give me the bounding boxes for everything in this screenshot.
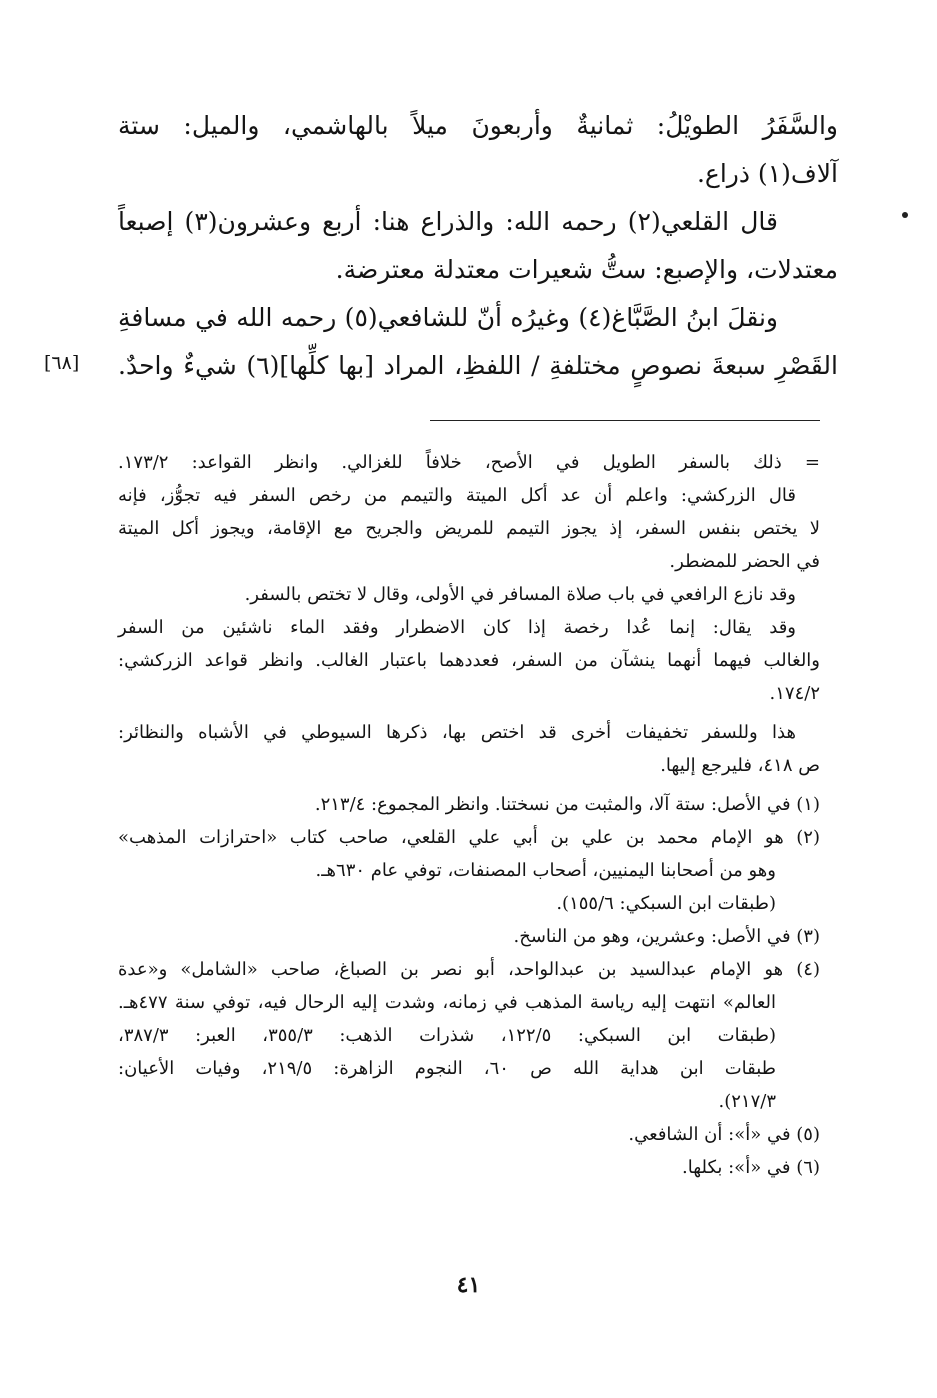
footnote-continuation-line: وقد يقال: إنما عُدا رخصة إذا كان الاضطرار وفقد الماء ناشئين من السفر [118, 617, 796, 638]
footnotes-block [118, 446, 820, 1184]
footnote-continuation-line: لا يختص بنفس السفر، إذ يجوز التيمم للمريض والجريح مع الإقامة، ويجوز أكل الميتة [118, 518, 820, 539]
footnote-continuation-line: = ذلك بالسفر الطويل في الأصح، خلافاً للغزالي. وانظر القواعد: ١٧٣/٢. [118, 452, 820, 473]
footnote-separator-rule [430, 420, 820, 421]
footnote-4: (٤) هو الإمام عبدالسيد بن عبدالواحد، أبو نصر بن الصباغ، صاحب «الشامل» و«عدة [118, 959, 820, 980]
footnote-1: (١) في الأصل: ستة آلا، والمثبت من نسختنا. وانظر المجموع: ٢١٣/٤. [314, 794, 820, 815]
footnote-4-line: طبقات ابن هداية الله ص ٦٠، النجوم الزاهرة: ٢١٩/٥، وفيات الأعيان: [118, 1058, 776, 1079]
main-text-line: ونقلَ ابنُ الصَّبَّاغ(٤) وغيرُه أنّ للشافعي(٥) رحمه الله في مسافةِ [118, 303, 778, 332]
main-text-line: معتدلات، والإصبع: ستُّ شعيرات معتدلة معترضة. [335, 255, 838, 284]
footnote-continuation-line: ص ٤١٨، فليرجع إليها. [660, 755, 820, 776]
footnote-6: (٦) في «أ»: بكلها. [681, 1157, 820, 1178]
footnote-2-line: (طبقات ابن السبكي: ١٥٥/٦). [556, 893, 776, 914]
footnote-continuation-line: قال الزركشي: واعلم أن عد أكل الميتة والتيمم من رخص السفر فيه تجوُّز، فإنه [118, 485, 796, 506]
footnote-4-line: العالم» انتهت إليه رياسة المذهب في زمانه، وشدت إليه الرحال فيه، توفي سنة ٤٧٧هـ. [118, 992, 776, 1013]
main-text-line: آلاف(١) ذراع. [696, 159, 838, 188]
footnote-2: (٢) هو الإمام محمد بن علي بن أبي علي القلعي، صاحب كتاب «احترازات المذهب» [118, 827, 820, 848]
footnote-continuation-line: في الحضر للمضطر. [669, 551, 820, 572]
footnote-4-line: (طبقات ابن السبكي: ١٢٢/٥، شذرات الذهب: ٣٥٥/٣، العبر: ٣٨٧/٣، [118, 1025, 776, 1046]
margin-dot [902, 212, 908, 218]
main-text-block [118, 102, 838, 390]
main-text-line: القَصْرِ سبعةَ نصوصٍ مختلفةِ / اللفظِ، المراد [بها كلِّها](٦) شيءٌ واحدٌ. [118, 351, 838, 380]
footnote-continuation-line: وقد نازع الرافعي في باب صلاة المسافر في الأولى، وقال لا تختص بالسفر. [244, 584, 796, 605]
main-text-line: والسَّفَرُ الطويْلُ: ثمانيةٌ وأربعونَ ميلاً بالهاشمي، والميل: ستة [118, 111, 838, 140]
footnote-continuation-line: ١٧٤/٢. [769, 683, 820, 704]
page-number: ٤١ [456, 1272, 481, 1298]
footnote-continuation-line: هذا وللسفر تخفيفات أخرى قد اختص بها، ذكرها السيوطي في الأشباه والنظائر: [118, 722, 796, 743]
footnote-3: (٣) في الأصل: وعشرين، وهو من الناسخ. [513, 926, 820, 947]
footnote-2-line: وهو من أصحابنا اليمنيين، أصحاب المصنفات، توفي عام ٦٣٠هـ. [315, 860, 776, 881]
footnote-continuation-line: والغالب فيهما أنهما ينشآن من السفر، فعددهما باعتبار الغالب. وانظر قواعد الزركشي: [118, 650, 820, 671]
main-text-line: قال القلعي(٢) رحمه الله: والذراع هنا: أربع وعشرون(٣) إصبعاً [118, 207, 778, 236]
footnote-5: (٥) في «أ»: أن الشافعي. [628, 1124, 820, 1145]
footnote-4-line: ٢١٧/٣). [718, 1091, 776, 1112]
manuscript-folio-marker: [٦٨] [44, 352, 80, 374]
